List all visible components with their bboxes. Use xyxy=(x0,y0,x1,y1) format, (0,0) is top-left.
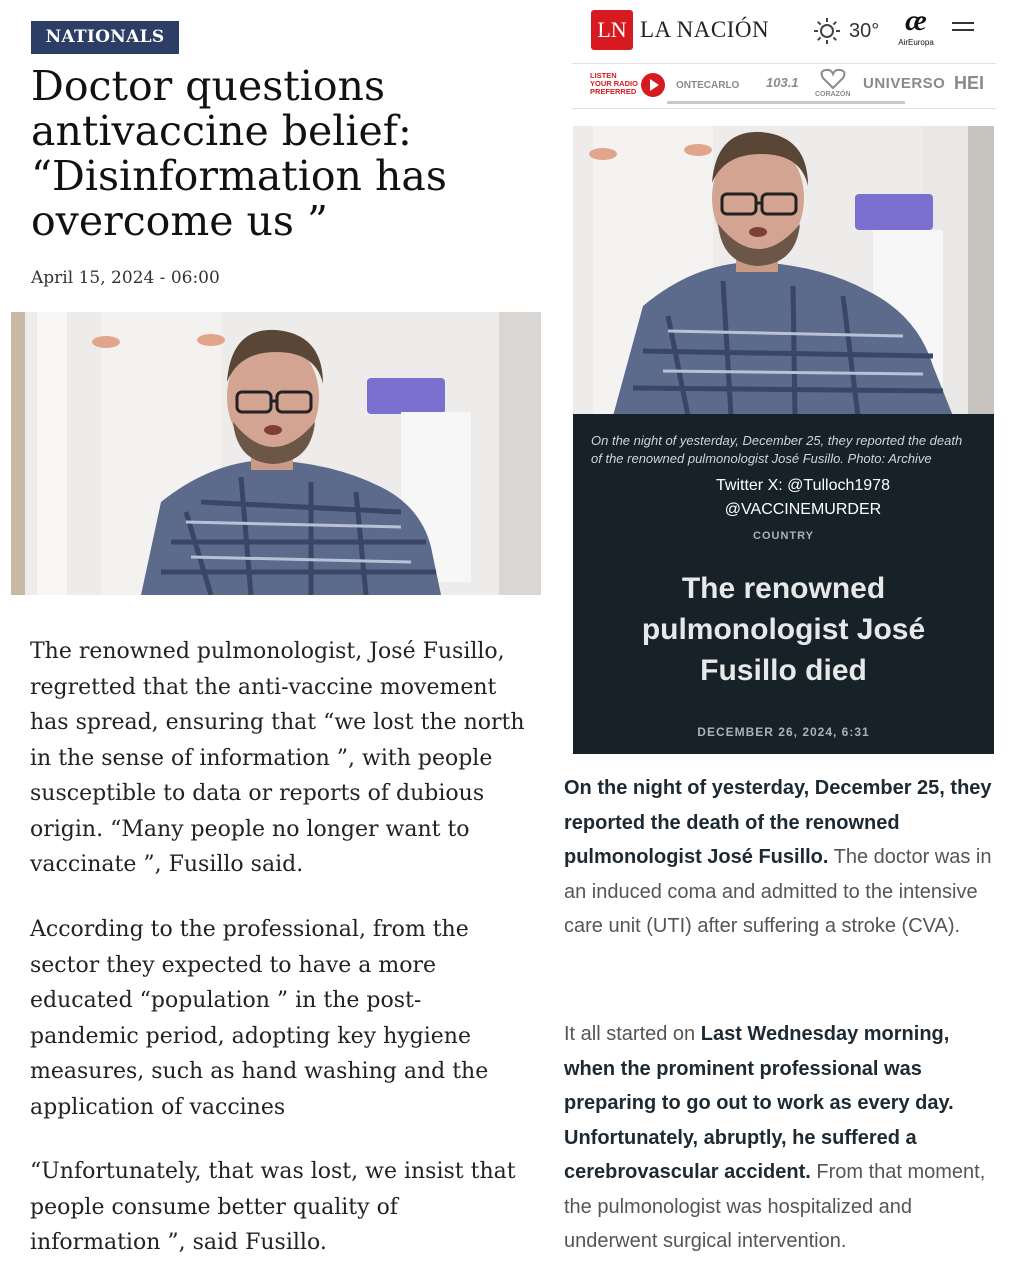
station-montecarlo[interactable]: ONTECARLO xyxy=(676,80,740,91)
watermark-line-2: @VACCINEMURDER xyxy=(724,501,882,518)
sun-icon xyxy=(813,17,841,45)
obituary-paragraph-1 xyxy=(564,771,1004,944)
obituary-paragraph-1-bold: On the night of yesterday, December 25, they reported the death of the renowned pulmonologist José Fusillo. xyxy=(564,777,992,868)
aireuropa-label: AirEuropa xyxy=(898,38,934,47)
station-corazon[interactable]: CORAZÓN xyxy=(815,91,851,98)
obituary-paragraph-2-start: It all started on xyxy=(564,1023,701,1045)
obituary-date: DECEMBER 26, 2024, 6:31 xyxy=(697,725,870,739)
obituary-paragraph-1-rest: The doctor was in an induced coma and admitted to the intensive care unit (UTI) after suffering a stroke (CVA). xyxy=(564,846,992,937)
article-headline: Doctor questions antivaccine belief: “Disinformation has overcome us ” xyxy=(31,62,447,245)
radio-scrollbar[interactable] xyxy=(667,101,905,104)
photo-caption: On the night of yesterday, December 25, they reported the death of the renowned pulmonologist José Fusillo. Photo: Archive xyxy=(591,433,963,466)
article-paragraph-1: The renowned pulmonologist, José Fusillo, regretted that the anti-vaccine movement has spread, ensuring that “we lost the north in the sense of information ”, with people susceptible to data or reports of dubious origin. “Many people no longer want to vaccinate ”, Fusillo said. xyxy=(30,639,525,877)
obituary-paragraph-2-bold: Last Wednesday morning, when the prominent professional was preparing to go out to work as every day. Unfortunately, abruptly, he suffered a cerebrovascular accident. xyxy=(564,1023,954,1183)
obituary-paragraph-2-rest: From that moment, the pulmonologist was hospitalized and underwent surgical intervention. xyxy=(564,1161,986,1252)
obituary-paragraph-2 xyxy=(564,1017,1004,1259)
listen-radio-label[interactable]: LISTEN YOUR RADIO PREFERRED xyxy=(590,71,638,96)
article-photo xyxy=(11,312,541,595)
watermark-line-1: Twitter X: @Tulloch1978 xyxy=(716,477,890,494)
la-nacion-logo[interactable]: LN xyxy=(591,10,633,50)
play-icon[interactable] xyxy=(641,73,665,97)
aireuropa-logo[interactable]: æ xyxy=(905,4,927,37)
obituary-title: The renowned pulmonologist José Fusillo died xyxy=(641,572,926,687)
station-hei[interactable]: HEI xyxy=(954,73,985,93)
watermark xyxy=(573,474,1025,522)
site-name[interactable]: LA NACIÓN xyxy=(640,17,770,42)
section-tag[interactable]: NATIONALS xyxy=(31,21,179,54)
heart-icon xyxy=(820,68,846,90)
article-date: April 15, 2024 - 06:00 xyxy=(31,268,220,288)
temperature: 30° xyxy=(849,20,880,42)
section-label[interactable]: COUNTRY xyxy=(753,530,814,542)
station-1031[interactable]: 103.1 xyxy=(766,75,799,90)
obituary-photo xyxy=(573,126,994,416)
hamburger-menu-icon[interactable] xyxy=(952,22,974,38)
station-universo[interactable]: UNIVERSO xyxy=(863,75,946,92)
article-paragraph-3: “Unfortunately, that was lost, we insist that people consume better quality of information ”, said Fusillo. xyxy=(30,1159,516,1255)
article-paragraph-2: According to the professional, from the sector they expected to have a more educated “population ” in the post-pandemic period, adopting key hygiene measures, such as hand washing and the application of vaccines xyxy=(30,917,489,1120)
